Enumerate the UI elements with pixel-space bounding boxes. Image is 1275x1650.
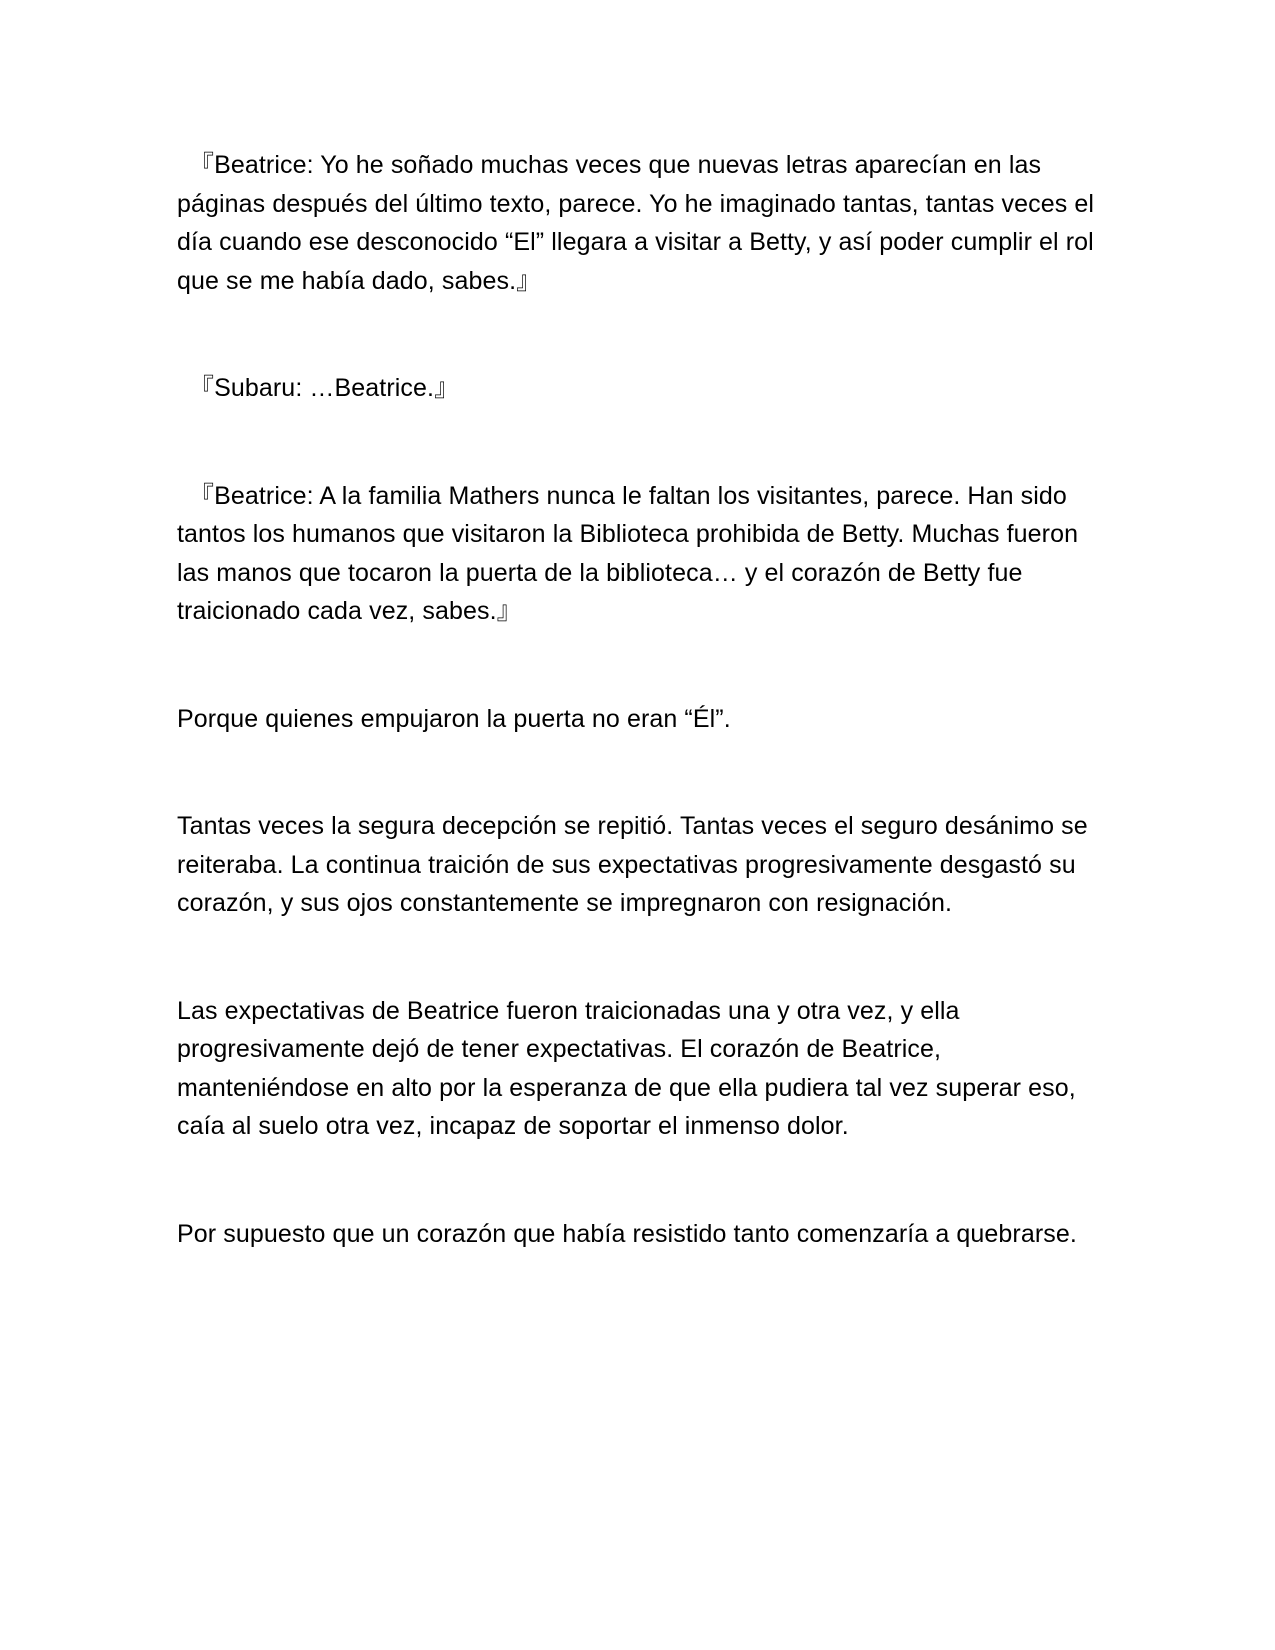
narration-paragraph-2: Tantas veces la segura decepción se repitió. Tantas veces el seguro desánimo se reiteraba. La continua traición de sus expectativas progresivamente desgastó su corazón, y sus ojos constantemente se impregnaron con resignación. <box>177 812 1088 917</box>
narration-paragraph-3: Las expectativas de Beatrice fueron traicionadas una y otra vez, y ella progresivamente dejó de tener expectativas. El corazón de Beatrice, manteniéndose en alto por la esperanza de que ella pudiera tal vez superar eso, caía al suelo otra vez, incapaz de soportar el inmenso dolor. <box>177 996 1076 1140</box>
narration-paragraph-1: Porque quienes empujaron la puerta no eran “Él”. <box>177 704 731 733</box>
dialogue-beatrice-1: 『Beatrice: Yo he soñado muchas veces que nuevas letras aparecían en las páginas después del último texto, parece. Yo he imaginado tantas, tantas veces el día cuando ese desconocido “El” llegara a visitar a Betty, y así poder cumplir el rol que se me había dado, sabes.』 <box>177 151 1095 295</box>
narration-paragraph-4: Por supuesto que un corazón que había resistido tanto comenzaría a quebrarse. <box>177 1219 1077 1248</box>
dialogue-beatrice-2: 『Beatrice: A la familia Mathers nunca le faltan los visitantes, parece. Han sido tantos los humanos que visitaron la Biblioteca prohibida de Betty. Muchas fueron las manos que tocaron la puerta de la biblioteca… y el corazón de Betty fue traicionado cada vez, sabes.』 <box>177 481 1079 625</box>
document-body <box>177 146 1107 1253</box>
dialogue-subaru: 『Subaru: …Beatrice.』 <box>189 374 460 402</box>
